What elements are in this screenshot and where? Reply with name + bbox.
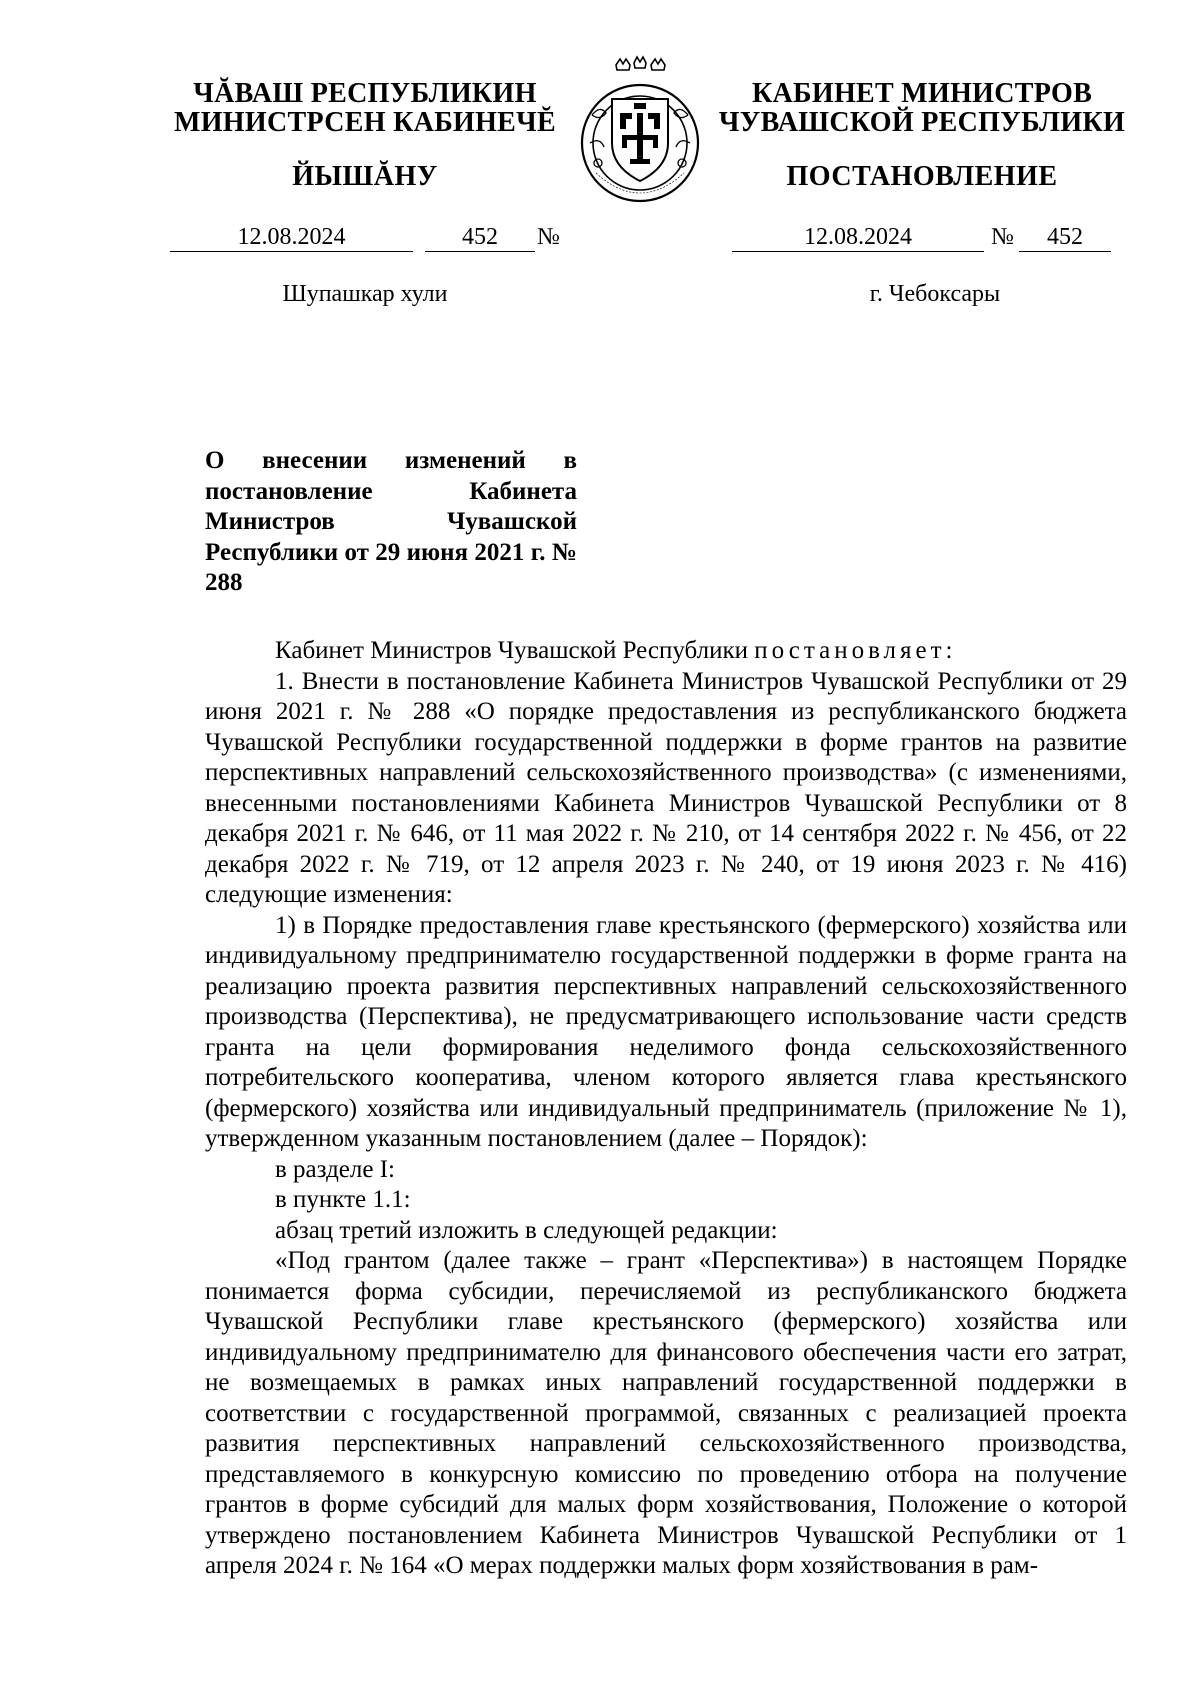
preamble-verb: постановляет: xyxy=(754,637,957,664)
doctype-right: ПОСТАНОВЛЕНИЕ xyxy=(786,161,1058,192)
preamble xyxy=(205,636,1127,667)
left-number-field: 452 xyxy=(425,223,535,252)
chuvash-republic-emblem-icon xyxy=(570,55,710,205)
doctype-left: ЙЫШĂНУ xyxy=(292,161,438,192)
header-left-line-1: ЧĂВАШ РЕСПУБЛИКИН xyxy=(193,78,537,109)
header-right-line-1: КАБИНЕТ МИНИСТРОВ xyxy=(751,78,1093,109)
right-number-sign: № xyxy=(991,224,1014,250)
paragraph-3: в разделе I: xyxy=(275,1155,395,1183)
right-number-field: 452 xyxy=(1019,223,1111,252)
paragraph-5: абзац третий изложить в следующей редакции: xyxy=(275,1216,778,1244)
paragraph-6: «Под грантом (далее также – грант «Перспектива») в настоящем Порядке понимается форма субсидии, перечисляемой из республиканского бюджета Чувашской Республики главе крестьянского (фермерского) хозяйства или индивидуальному предпринимателю для финансового обеспечения части его затрат, не возмещаемых в рамках иных направлений государственной поддержки в соответствии с государственной программой, связанных с реализацией проекта развития перспективных направлений сельскохозяйственного производства, представляемого в конкурсную комиссию по проведению отбора на получение грантов в форме субсидий для малых форм хозяйствования, Положение о которой утверждено постановлением Кабинета Министров Чувашской Республики от 1 апреля 2024 г. № 164 «О мерах поддержки малых форм хозяйствования в рам- xyxy=(205,1247,1127,1579)
header-left-title xyxy=(170,79,560,137)
right-date-field: 12.08.2024 xyxy=(732,223,984,252)
paragraph-4: в пункте 1.1: xyxy=(275,1186,411,1213)
left-city: Шупашкар хули xyxy=(282,281,448,307)
header-right-line-2: ЧУВАШСКОЙ РЕСПУБЛИКИ xyxy=(718,107,1126,138)
header-right-title xyxy=(712,79,1132,137)
header-left-line-2: МИНИСТРСЕН КАБИНЕЧĔ xyxy=(174,107,556,138)
right-city: г. Чебоксары xyxy=(869,281,1001,307)
left-date-field: 12.08.2024 xyxy=(170,223,413,252)
document-title: О внесении изменений в постановление Кабинета Министров Чувашской Республики от 29 июня 2021 г. № 288 xyxy=(205,447,577,596)
paragraph-2: 1) в Порядке предоставления главе крестьянского (фермерского) хозяйства или индивидуальному предпринимателю государственной поддержки в форме гранта на реализацию проекта развития перспективных направлений сельскохозяйственного производства (Перспектива), не предусматривающего использование части средств гранта на цели формирования неделимого фонда сельскохозяйственного потребительского кооператива, членом которого является глава крестьянского (фермерского) хозяйства или индивидуальный предприниматель (приложение № 1), утвержденном указанным постановлением (далее – Порядок): xyxy=(205,911,1127,1152)
document-body xyxy=(205,636,1127,1582)
left-number-sign: № xyxy=(537,224,560,250)
preamble-prefix: Кабинет Министров Чувашской Республики xyxy=(275,637,755,664)
paragraph-1: 1. Внести в постановление Кабинета Министров Чувашской Республики от 29 июня 2021 г. № 288 «О порядке предоставления из республиканского бюджета Чувашской Республики государственной поддержки в форме грантов на развитие перспективных направлений сельскохозяйственного производства» (с изменениями, внесенными постановлениями Кабинета Министров Чувашской Республики от 8 декабря 2021 г. № 646, от 11 мая 2022 г. № 210, от 14 сентября 2022 г. № 456, от 22 декабря 2022 г. № 719, от 12 апреля 2023 г. № 240, от 19 июня 2023 г. № 416) следующие изменения: xyxy=(205,667,1127,908)
